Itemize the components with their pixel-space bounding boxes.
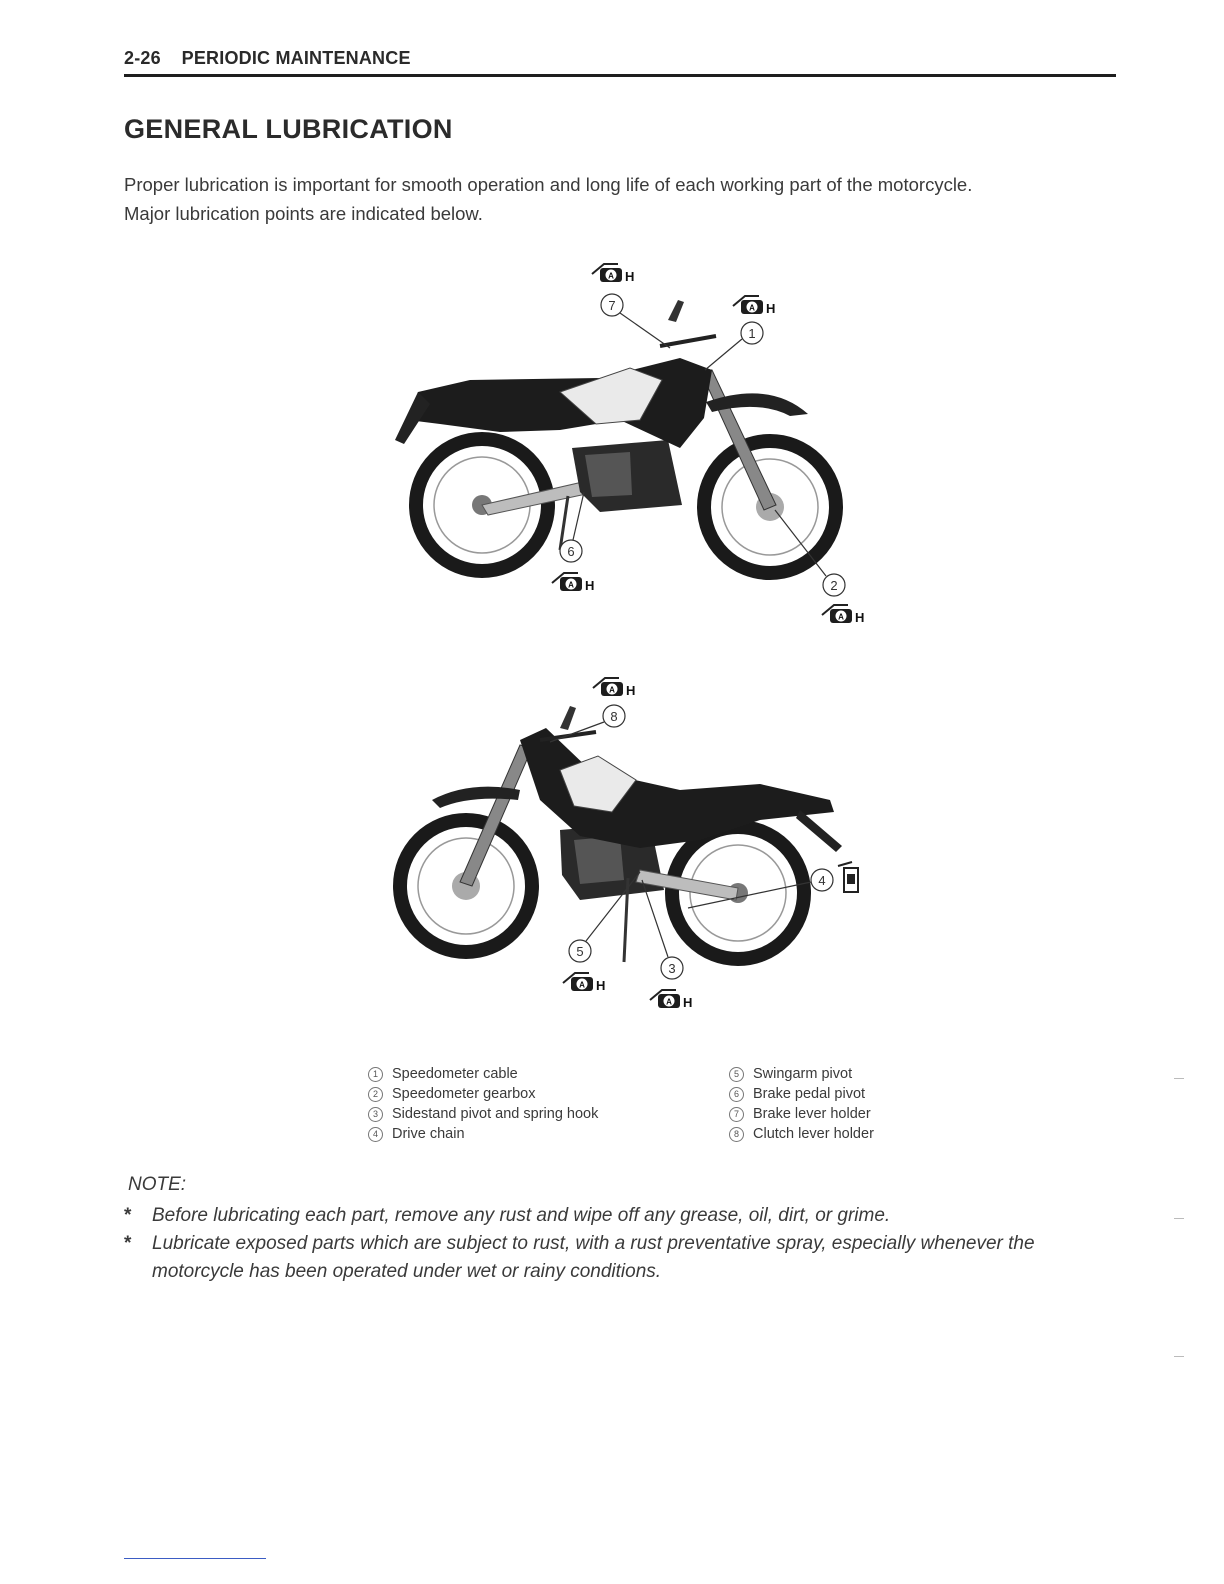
legend-label: Clutch lever holder [753,1126,874,1142]
note-text-line-2: motorcycle has been operated under wet or rainy conditions. [152,1261,662,1282]
legend-item [729,1104,874,1124]
motorcycle-left-view [395,300,836,573]
legend-number: 8 [729,1127,744,1142]
footer-rule [124,1558,266,1559]
legend-item [729,1084,874,1104]
motorcycle-right-view [400,706,842,962]
edge-mark [1174,1356,1184,1357]
legend-number: 1 [368,1067,383,1082]
legend-item [729,1124,874,1144]
legend-right-column [729,1064,874,1144]
note-item [124,1202,1134,1230]
legend-item [368,1104,598,1124]
svg-text:6: 6 [567,544,575,559]
note-text [152,1230,1035,1286]
svg-text:2: 2 [830,578,838,593]
lubrication-diagram: A H 7 1 6 2 8 4 5 3 [0,0,1224,1584]
legend-number: 2 [368,1087,383,1102]
legend-number: 4 [368,1127,383,1142]
legend-left-column [368,1064,598,1144]
svg-text:1: 1 [748,326,756,341]
svg-text:4: 4 [818,873,826,888]
svg-text:5: 5 [576,944,584,959]
note-list [124,1202,1134,1286]
legend-label: Sidestand pivot and spring hook [392,1106,599,1122]
note-heading: NOTE: [128,1174,187,1195]
legend-label: Brake pedal pivot [753,1086,866,1102]
svg-text:7: 7 [608,298,616,313]
legend-label: Drive chain [392,1126,465,1142]
note-item [124,1230,1134,1286]
legend-number: 3 [368,1107,383,1122]
section-title: PERIODIC MAINTENANCE [181,48,411,68]
legend-item [368,1064,598,1084]
legend-item [729,1064,874,1084]
svg-text:3: 3 [668,961,676,976]
legend-label: Swingarm pivot [753,1066,853,1082]
legend-label: Speedometer cable [392,1066,518,1082]
legend-item [368,1124,598,1144]
legend-item [368,1084,598,1104]
note-text: Before lubricating each part, remove any rust and wipe off any grease, oil, dirt, or grime. [152,1205,891,1226]
intro-line-1: Proper lubrication is important for smooth operation and long life of each working part of the motorcycle. [124,174,973,195]
edge-mark [1174,1218,1184,1219]
svg-text:8: 8 [610,709,618,724]
chain-lube-can-icon [838,862,858,892]
legend-number: 5 [729,1067,744,1082]
legend-number: 7 [729,1107,744,1122]
intro-line-2: Major lubrication points are indicated below. [124,203,483,224]
page-title: GENERAL LUBRICATION [124,114,453,144]
note-text-line-1: Lubricate exposed parts which are subject to rust, with a rust preventative spray, especially whenever the [152,1233,1035,1254]
legend-label: Brake lever holder [753,1106,871,1122]
bullet-star: * [124,1205,132,1226]
page-number: 2-26 [124,48,161,68]
legend-number: 6 [729,1087,744,1102]
edge-mark [1174,1078,1184,1079]
callouts-top [552,264,864,625]
bullet-star: * [124,1233,132,1254]
legend-label: Speedometer gearbox [392,1086,536,1102]
